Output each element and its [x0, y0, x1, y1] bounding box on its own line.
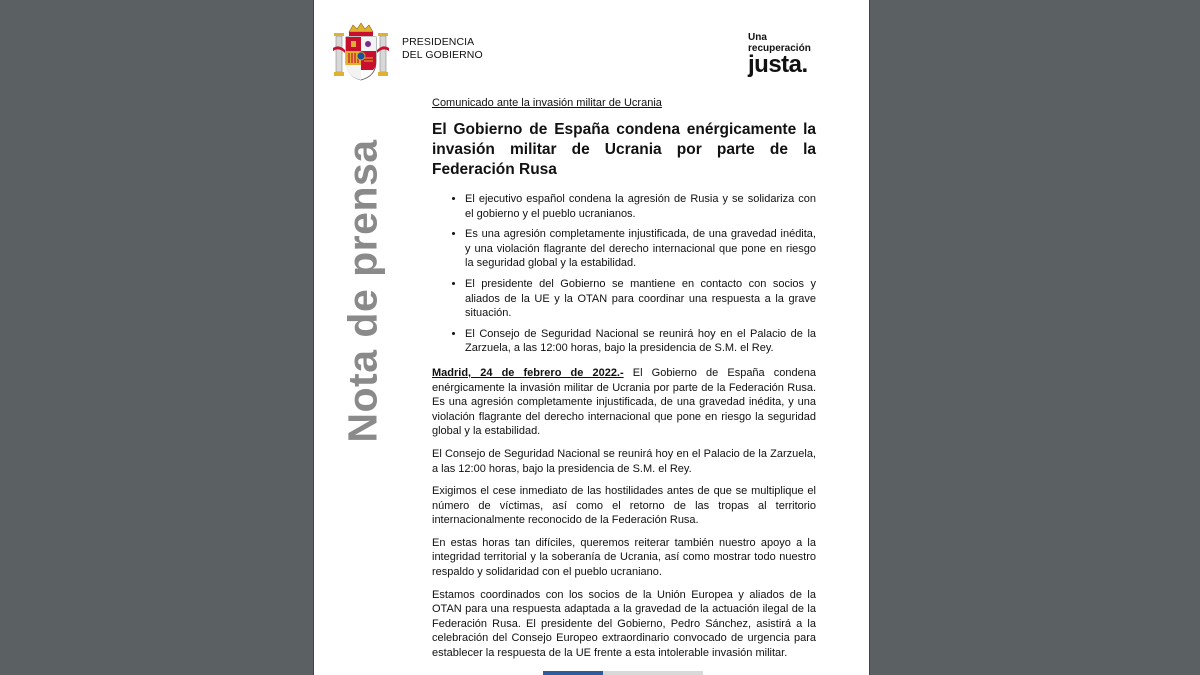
- institution-line-1: PRESIDENCIA: [402, 36, 475, 48]
- campaign-logo-line-3: justa.: [748, 51, 808, 78]
- subject-line: Comunicado ante la invasión militar de Ucrania: [432, 97, 662, 109]
- body-paragraph: En estas horas tan difíciles, queremos reiterar también nuestro apoyo a la integridad territorial y la soberanía de Ucrania, así como mostrar todo nuestro respaldo y solidaridad con el pueblo ucraniano.: [432, 536, 816, 579]
- body-paragraph: Exigimos el cese inmediato de las hostilidades antes de que se multiplique el número de víctimas, así como el retorno de las tropas al territorio internacionalmente reconocido de la Federación Rusa.: [432, 485, 816, 527]
- campaign-logo-line-2: recuperación: [748, 43, 811, 54]
- bullet-item: • El ejecutivo español condena la agresión de Rusia y se solidariza con el gobierno y el pueblo ucranianos.: [465, 192, 816, 221]
- institution-line-2: DEL GOBIERNO: [402, 49, 483, 61]
- institution-name: [402, 36, 483, 62]
- side-label: Nota de prensa: [339, 138, 386, 443]
- spain-coat-of-arms-icon: [333, 22, 389, 82]
- page-footer-mark: [603, 671, 703, 675]
- campaign-logo: [748, 32, 811, 76]
- bullet-item: • El Consejo de Seguridad Nacional se reunirá hoy en el Palacio de la Zarzuela, a las 12:00 horas, bajo la presidencia de S.M. el Rey.: [465, 327, 816, 356]
- body-paragraph: [432, 366, 816, 439]
- headline: El Gobierno de España condena enérgicamente la invasión militar de Ucrania por parte de la Federación Rusa: [432, 121, 816, 178]
- bullet-item: • Es una agresión completamente injustificada, de una gravedad inédita, y una violación flagrante del derecho internacional que pone en riesgo la seguridad global y la estabilidad.: [465, 227, 816, 271]
- campaign-logo-line-1: Una: [748, 32, 767, 43]
- dateline: Madrid, 24 de febrero de 2022.-: [432, 366, 624, 379]
- document-page: [313, 0, 870, 675]
- body-paragraph: Estamos coordinados con los socios de la Unión Europea y aliados de la OTAN para una respuesta adaptada a la gravedad de la actuación ilegal de la Federación Rusa. El presidente del Gobierno, Pedro Sánchez, asistirá a la celebración del Consejo Europeo extraordinario convocado de urgencia para establecer la respuesta de la UE frente a esta intolerable invasión militar.: [432, 588, 816, 660]
- side-label-box: [339, 138, 386, 443]
- summary-bullets: [432, 192, 816, 356]
- press-release-body: [432, 96, 816, 661]
- bullet-item: • El presidente del Gobierno se mantiene en contacto con socios y aliados de la UE y la OTAN para coordinar una respuesta a la grave situación.: [465, 277, 816, 321]
- page-footer-mark: [543, 671, 603, 675]
- body-paragraph: El Consejo de Seguridad Nacional se reunirá hoy en el Palacio de la Zarzuela, a las 12:00 horas, bajo la presidencia de S.M. el Rey.: [432, 447, 816, 475]
- body-paragraph-text: El Gobierno de España condena enérgicamente la invasión militar de Ucrania por parte de la Federación Rusa. Es una agresión completamente injustificada, de una gravedad inédita, y una violación flagrante del derecho internacional que pone en riesgo la seguridad global y la estabilidad.: [432, 366, 816, 438]
